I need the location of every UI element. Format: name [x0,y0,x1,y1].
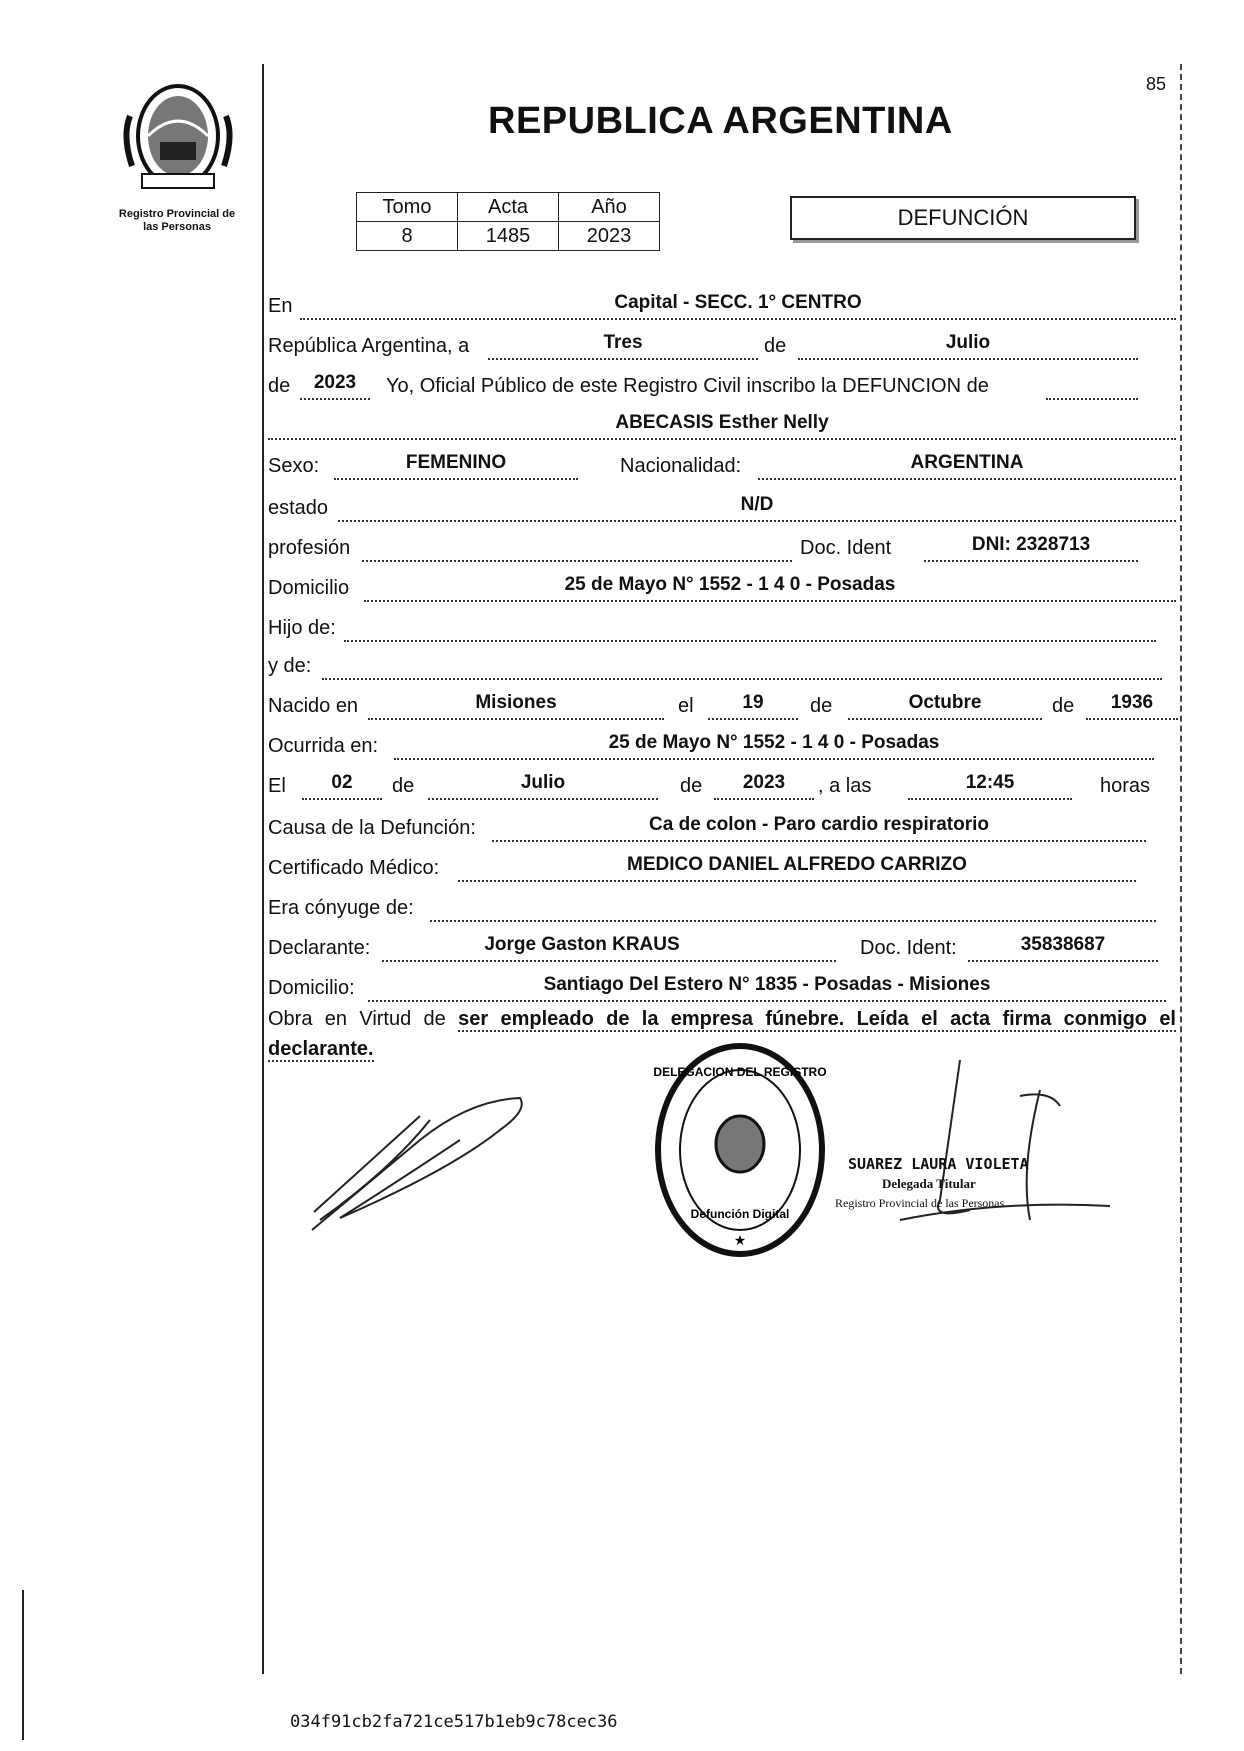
el-label: el [678,695,694,717]
page-number: 85 [1146,74,1167,94]
row-domicilio [268,572,1176,604]
birth-de1: de [810,695,833,717]
death-year: 2023 [742,772,786,793]
decl-domicilio-label: Domicilio: [268,977,355,999]
document-hash: 034f91cb2fa721ce517b1eb9c78cec36 [290,1712,618,1732]
deceased-name: ABECASIS Esther Nelly [615,412,829,433]
acta-header: Acta [458,193,559,222]
row-causa [268,812,1176,844]
profesion-label: profesión [268,537,351,559]
month-text: Julio [945,332,991,353]
official-role: Delegada Titular [882,1176,976,1191]
row-estado [268,492,1176,524]
row-hijo [268,612,1176,644]
death-de1: de [392,775,415,797]
anio-header: Año [559,193,660,222]
row-certificado [268,852,1176,884]
svg-text:★: ★ [733,1232,747,1248]
table-header-row [357,193,660,222]
doc-label: Doc. Ident [800,537,892,559]
left-margin-rule [262,64,264,1674]
doc-value: DNI: 2328713 [971,534,1091,555]
hijo-label: Hijo de: [268,617,336,639]
bottom-left-mark [22,1590,24,1740]
oficial-text: Yo, Oficial Público de este Registro Civil inscribo la DEFUNCION de [386,375,989,397]
sexo-label: Sexo: [268,455,320,477]
year-label: de [268,375,291,397]
nacionalidad-value: ARGENTINA [910,452,1024,473]
table-row [357,222,660,251]
document-title: REPUBLICA ARGENTINA [488,100,953,142]
yde-label: y de: [268,655,312,677]
row-nacido [268,690,1176,722]
nacido-place: Misiones [475,692,557,713]
official-name: SUAREZ LAURA VIOLETA [848,1155,1029,1173]
causa-label: Causa de la Defunción: [268,817,476,839]
horas-label: horas [1100,775,1151,797]
sexo-value: FEMENINO [405,452,507,473]
causa-value: Ca de colon - Paro cardio respiratorio [649,814,989,835]
en-label: En [268,295,293,317]
row-profesion [268,532,1176,564]
death-time: 12:45 [965,772,1015,793]
record-type-box: DEFUNCIÓN [790,196,1136,240]
estado-label: estado [268,497,329,519]
republica-label: República Argentina, a [268,335,470,357]
declarante-label: Declarante: [268,937,371,959]
row-decl-domicilio [268,972,1176,1004]
official-institution: Registro Provincial de las Personas [835,1196,1005,1210]
death-month: Julio [520,772,566,793]
year-value: 2023 [313,372,357,393]
row-yde [268,650,1176,682]
certificado-label: Certificado Médico: [268,857,440,879]
de-label: de [764,335,787,357]
acta-value: 1485 [458,222,559,251]
tomo-acta-anio-table [356,192,660,251]
right-margin-rule [1180,64,1182,1674]
declarante-value: Jorge Gaston KRAUS [484,934,680,955]
birth-month: Octubre [908,692,982,713]
row-ocurrida [268,730,1176,762]
ocurrida-value: 25 de Mayo N° 1552 - 1 4 0 - Posadas [608,732,940,753]
birth-year: 1936 [1110,692,1154,713]
misiones-coat-of-arms-icon [118,76,238,196]
day-text: Tres [603,332,643,353]
row-sexo [268,450,1176,482]
conyuge-label: Era cónyuge de: [268,897,414,919]
seal-ring-text: DELEGACION DEL REGISTRO [653,1065,827,1079]
official-signature-icon [820,1050,1120,1250]
anio-value: 2023 [559,222,660,251]
alas-label: , a las [818,775,872,797]
obra-label: Obra en Virtud de [268,1008,446,1030]
domicilio-label: Domicilio [268,577,350,599]
el2-label: El [268,775,286,797]
estado-value: N/D [740,494,774,515]
official-seal-icon [650,1040,830,1260]
death-day: 02 [331,772,353,793]
birth-de2: de [1052,695,1075,717]
obra-value: ser empleado de la empresa fúnebre. Leída el acta firma conmigo el declarante. [268,1008,1176,1060]
logo-caption: Registro Provincial de las Personas [118,208,236,233]
seal-inner-text: Defunción Digital [690,1207,790,1221]
decl-doc-value: 35838687 [1020,934,1106,955]
row-oficial [268,370,1176,402]
nacido-label: Nacido en [268,695,359,717]
row-fecha-inscripcion [268,330,1176,362]
birth-day: 19 [742,692,764,713]
declarante-signature-icon [300,1080,540,1240]
row-fecha-defuncion [268,770,1176,802]
domicilio-value: 25 de Mayo N° 1552 - 1 4 0 - Posadas [564,574,896,595]
nacionalidad-label: Nacionalidad: [620,455,742,477]
row-declarante [268,932,1176,964]
tomo-header: Tomo [357,193,458,222]
ocurrida-label: Ocurrida en: [268,735,379,757]
row-en [268,290,1176,322]
tomo-value: 8 [357,222,458,251]
row-deceased-name [268,410,1176,442]
decl-domicilio-value: Santiago Del Estero N° 1835 - Posadas - Misiones [543,974,991,995]
decl-doc-label: Doc. Ident: [860,937,957,959]
en-value: Capital - SECC. 1° CENTRO [614,292,862,313]
death-de2: de [680,775,703,797]
row-conyuge [268,892,1176,924]
certificado-value: MEDICO DANIEL ALFREDO CARRIZO [627,854,967,875]
